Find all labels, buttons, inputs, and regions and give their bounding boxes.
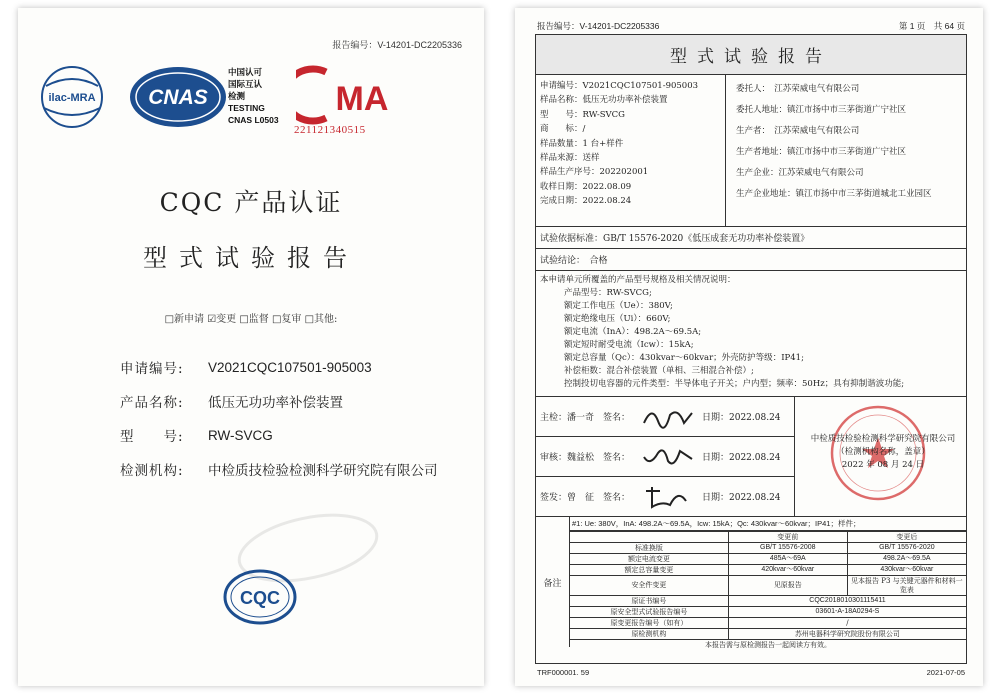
table-header-cell: 变更后: [847, 532, 966, 543]
sample-info-line: 收样日期：2022.08.09: [540, 181, 632, 192]
client-info-line: 生产企业：江苏荣威电气有限公司: [736, 168, 864, 178]
signature-row-reviewer: [536, 437, 794, 477]
field-label: 检测机构:: [120, 463, 184, 479]
ilac-text: ilac-MRA: [48, 92, 96, 104]
table-row: [570, 629, 966, 640]
cqc-logo-text: CQC: [240, 588, 280, 608]
scope-line: 产品型号：RW-SVCG;: [564, 288, 652, 298]
table-cell: 03601-A-18A0294-S: [728, 607, 966, 618]
report-page: [515, 8, 983, 686]
cover-field-application-no: [120, 350, 470, 384]
client-info-line: 委托人地址：镇江市扬中市三茅街道广宁社区: [736, 105, 907, 115]
sample-info-line: 申请编号：V2021CQC107501-905003: [540, 81, 699, 91]
handwritten-signature-icon: [640, 403, 696, 431]
seal-date: 2022 年 08 月 24 日: [841, 460, 925, 470]
signature-date: 日期：2022.08.24: [702, 493, 781, 503]
table-header-row: [570, 532, 966, 543]
report-number: 报告编号：V-14201-DC2205336: [537, 21, 660, 31]
signature-role: 审核：魏益松 签名：: [540, 453, 631, 463]
report-frame: [535, 34, 967, 664]
field-value: 低压无功功率补偿装置: [208, 395, 343, 411]
table-cell: 原安全型式试验报告编号: [570, 607, 728, 618]
signature-role: 主检：潘一奇 签名：: [540, 413, 631, 423]
table-cell: 430kvar～60kvar: [847, 565, 966, 576]
scope-line: 补偿柜数：混合补偿装置（单相、三相混合补偿）;: [564, 366, 754, 376]
sample-info-line: 样品来源：送样: [540, 153, 600, 164]
sample-info-line: 型 号：RW-SVCG: [540, 109, 625, 120]
handwritten-signature-icon: [640, 483, 696, 511]
table-header-cell: [570, 532, 728, 543]
table-row: [570, 543, 966, 554]
field-value: 中检质技检验检测科学研究院有限公司: [208, 463, 438, 479]
table-cell: 原检测机构: [570, 629, 728, 640]
scope-line: 额定电流（InA）：498.2A～69.5A;: [564, 327, 702, 337]
signature-divider: [794, 397, 795, 516]
seal-line: 中检质技检验检测科学研究院有限公司: [810, 434, 956, 444]
client-info: [726, 75, 966, 226]
table-cell: 见原报告: [728, 576, 847, 596]
table-cell: 额定总容量变更: [570, 565, 728, 576]
cnas-line: 中国认可: [228, 67, 263, 77]
table-row: [570, 576, 966, 596]
page-info: 第 1 页 共 64 页: [898, 21, 965, 31]
lab-seal-text: [800, 433, 966, 472]
application-type-checkboxes: □新申请 ☑变更 □监督 □复审 □其他:: [164, 314, 338, 325]
table-row: [570, 618, 966, 629]
client-info-line: 生产企业地址：镇江市扬中市三茅街道城北工业园区: [736, 189, 932, 199]
table-row: [570, 554, 966, 565]
table-row: [570, 596, 966, 607]
sample-info: [536, 75, 966, 227]
field-label: 申请编号:: [120, 361, 184, 377]
cnas-line: CNAS L0503: [228, 115, 279, 125]
remarks-section: [536, 517, 966, 647]
sample-info-left: [536, 75, 726, 226]
remarks-body: [570, 517, 966, 647]
cnas-line: 国际互认: [228, 79, 263, 89]
cma-logo-text: MA: [335, 80, 389, 118]
scope-line: 控制投切电容器的元件类型：半导体电子开关；户内型；频率：50Hz；具有抑制谐波功能;: [564, 379, 905, 389]
accreditation-logos: [32, 60, 472, 140]
report-footer: [537, 668, 965, 677]
field-label: 型 号:: [120, 429, 184, 445]
cover-field-product-name: [120, 384, 470, 418]
client-info-line: 委托人： 江苏荣威电气有限公司: [736, 84, 860, 94]
cover-subtitle: 型式试验报告: [143, 244, 359, 272]
signature-area: [536, 397, 966, 517]
form-date: 2021-07-05: [926, 668, 965, 677]
cnas-logo-text: CNAS: [148, 86, 208, 109]
cover-title: CQC 产品认证: [159, 188, 343, 217]
product-scope-description: [536, 271, 966, 397]
ilac-mra-logo-icon: [32, 64, 112, 130]
table-cell: /: [728, 618, 966, 629]
table-cell: GB/T 15576-2008: [728, 543, 847, 554]
signature-row-issuer: [536, 477, 794, 517]
field-value: V2021CQC107501-905003: [208, 359, 372, 375]
table-row: [570, 607, 966, 618]
signature-role: 签发：曾 征 签名：: [540, 493, 631, 503]
scope-line: 额定总容量（Qc）：430kvar～60kvar；外壳防护等级：IP41;: [564, 353, 804, 363]
table-cell: 原变更报告编号（如有）: [570, 618, 728, 629]
sample-info-line: 样品数量：1 台+样件: [540, 138, 624, 149]
signature-row-inspector: [536, 397, 794, 437]
signature-date: 日期：2022.08.24: [702, 453, 781, 463]
table-cell: CQC2018010301115411: [728, 596, 966, 607]
cover-field-model: [120, 418, 470, 452]
cover-fields: [120, 350, 470, 486]
cma-number: 221121340515: [294, 124, 366, 136]
field-label: 产品名称:: [120, 395, 184, 411]
form-code: TRF000001. 59: [537, 668, 590, 677]
field-value: RW-SVCG: [208, 427, 273, 443]
scope-line: 额定工作电压（Ue）：380V;: [564, 301, 673, 311]
cover-report-number: 报告编号：V-14201-DC2205336: [332, 40, 462, 50]
handwritten-signature-icon: [640, 443, 696, 471]
table-row: [570, 565, 966, 576]
table-cell: 安全件变更: [570, 576, 728, 596]
table-cell: 420kvar～60kvar: [728, 565, 847, 576]
cnas-accreditation-text: [228, 66, 279, 126]
table-cell: 苏州电器科学研究院股份有限公司: [728, 629, 966, 640]
sample-info-line: 完成日期：2022.08.24: [540, 196, 632, 207]
table-cell: 标准换版: [570, 543, 728, 554]
table-cell: 见本报告 P3 与关键元器件和材料一览表: [847, 576, 966, 596]
table-cell: 原证书编号: [570, 596, 728, 607]
report-title: 型式试验报告: [536, 35, 966, 75]
test-conclusion: 试验结论： 合格: [536, 249, 966, 271]
remarks-label: 备注: [536, 517, 570, 647]
remarks-sample-note: #1: Ue: 380V，InA: 498.2A～69.5A，Icw: 15kA；Qc: 430kvar～60kvar；IP41；样件；: [570, 517, 966, 531]
cnas-line: TESTING: [228, 103, 265, 113]
cqc-logo-icon: [222, 568, 298, 626]
cover-field-lab: [120, 452, 470, 486]
client-info-line: 生产者： 江苏荣威电气有限公司: [736, 126, 860, 136]
cnas-logo-icon: [128, 64, 228, 130]
cover-page: [18, 8, 484, 686]
client-info-line: 生产者地址：镇江市扬中市三茅街道广宁社区: [736, 147, 907, 157]
table-cell: 485A～69A: [728, 554, 847, 565]
remarks-validity-note: 本报告需与原检测报告一起阅读方有效。: [705, 641, 831, 649]
scope-line: 额定绝缘电压（Ui）：660V;: [564, 314, 671, 324]
scope-line: 额定短时耐受电流（Icw）：15kA;: [564, 340, 694, 350]
report-header: [537, 20, 965, 32]
sample-info-line: 样品名称：低压无功功率补偿装置: [540, 95, 668, 106]
sample-info-line: 商 标：/: [540, 124, 586, 135]
table-cell: 额定电流变更: [570, 554, 728, 565]
signature-date: 日期：2022.08.24: [702, 413, 781, 423]
table-header-cell: 变更前: [728, 532, 847, 543]
scope-line: 本申请单元所覆盖的产品型号规格及相关情况说明：: [540, 275, 736, 285]
sample-info-line: 样品生产序号：202202001: [540, 167, 649, 178]
change-table: [570, 531, 966, 640]
table-cell: GB/T 15576-2020: [847, 543, 966, 554]
seal-line: （检测机构名称，盖章）: [836, 447, 930, 457]
test-basis-standard: 试验依据标准：GB/T 15576-2020《低压成套无功功率补偿装置》: [536, 227, 966, 249]
cnas-line: 检测: [228, 91, 246, 101]
table-cell: 498.2A～69.5A: [847, 554, 966, 565]
